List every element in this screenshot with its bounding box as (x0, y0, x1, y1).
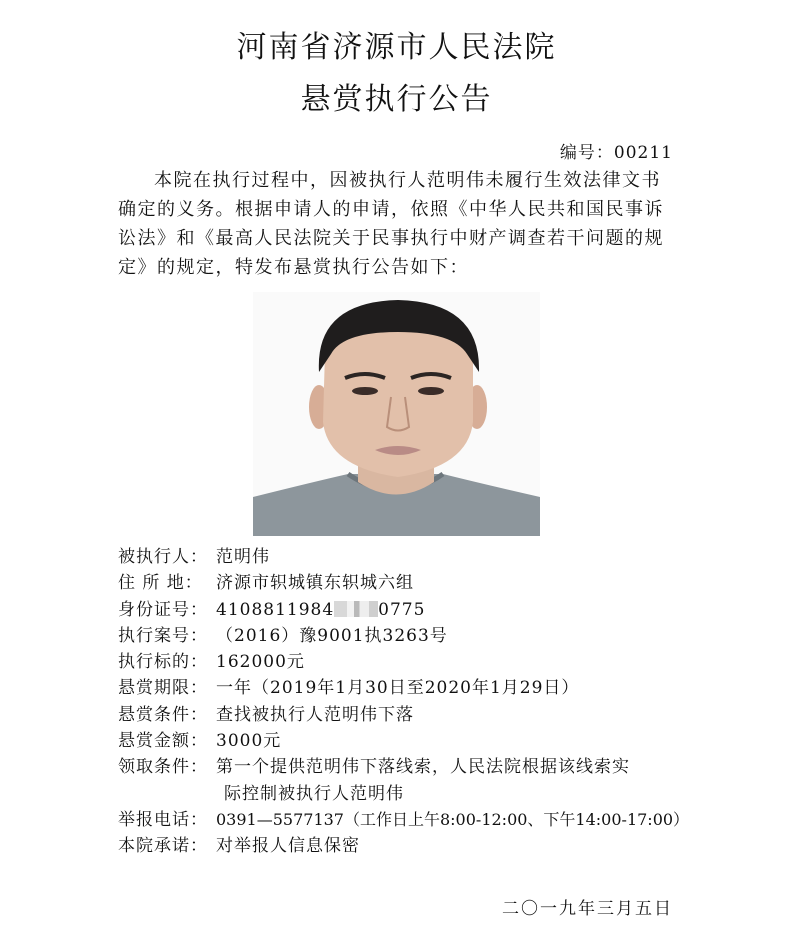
field-value: 162000元 (216, 652, 305, 673)
document-number: 编号：00211 (559, 143, 673, 163)
field-label: 身份证号： (118, 599, 208, 620)
field-value: 济源市轵城镇东轵城六组 (216, 573, 414, 594)
intro-paragraph: 本院在执行过程中，因被执行人范明伟未履行生效法律文书确定的义务。根据申请人的申请，依照《中华人民共和国民事诉讼法》和《最高人民法院关于民事执行中财产调查若干问题的规定》的规定，特发布悬赏执行公告如下： (118, 170, 664, 278)
id-prefix: 4108811984 (216, 599, 335, 620)
field-label: 举报电话： (118, 809, 208, 830)
field-condition (118, 702, 698, 728)
field-value: 0391—5577137（工作日上午8:00-12:00、下午14:00-17:00） (216, 809, 690, 829)
court-name: 河南省济源市人民法院 (236, 30, 557, 65)
field-label: 执行标的： (118, 652, 208, 673)
field-id-number (118, 597, 698, 623)
field-label: 住 所 地： (118, 573, 203, 594)
field-value: 范明伟 (216, 547, 270, 567)
field-address (118, 570, 698, 596)
portrait-image (253, 292, 540, 536)
issue-date: 二〇一九年三月五日 (502, 899, 673, 919)
notice-details (118, 544, 698, 860)
suspect-photo (253, 292, 540, 536)
field-label: 悬赏期限： (118, 678, 208, 699)
field-label: 执行案号： (118, 625, 208, 646)
field-name (118, 544, 698, 570)
field-case-number (118, 623, 698, 649)
field-label: 领取条件： (118, 757, 208, 778)
field-label: 悬赏条件： (118, 704, 208, 725)
id-suffix: 0775 (378, 599, 426, 620)
field-value: 对举报人信息保密 (216, 836, 360, 857)
field-value: 查找被执行人范明伟下落 (216, 704, 414, 725)
field-label: 悬赏金额： (118, 731, 208, 752)
field-promise (118, 833, 698, 859)
field-phone (118, 807, 698, 833)
field-label: 被执行人： (118, 547, 208, 567)
notice-title: 悬赏执行公告 (300, 82, 493, 117)
field-value: 第一个提供范明伟下落线索，人民法院根据该线索实 (216, 757, 630, 778)
field-claim (118, 754, 698, 780)
field-amount (118, 649, 698, 675)
field-value: 一年（2019年1月30日至2020年1月29日） (216, 678, 580, 699)
field-label: 本院承诺： (118, 836, 208, 857)
field-claim-continued (118, 781, 698, 807)
field-value: （2016）豫9001执3263号 (216, 625, 448, 646)
redaction-blur (334, 601, 378, 617)
field-value: 3000元 (216, 731, 282, 752)
field-reward (118, 728, 698, 754)
field-value: 际控制被执行人范明伟 (224, 783, 404, 804)
field-value (216, 597, 425, 623)
field-period (118, 675, 698, 701)
